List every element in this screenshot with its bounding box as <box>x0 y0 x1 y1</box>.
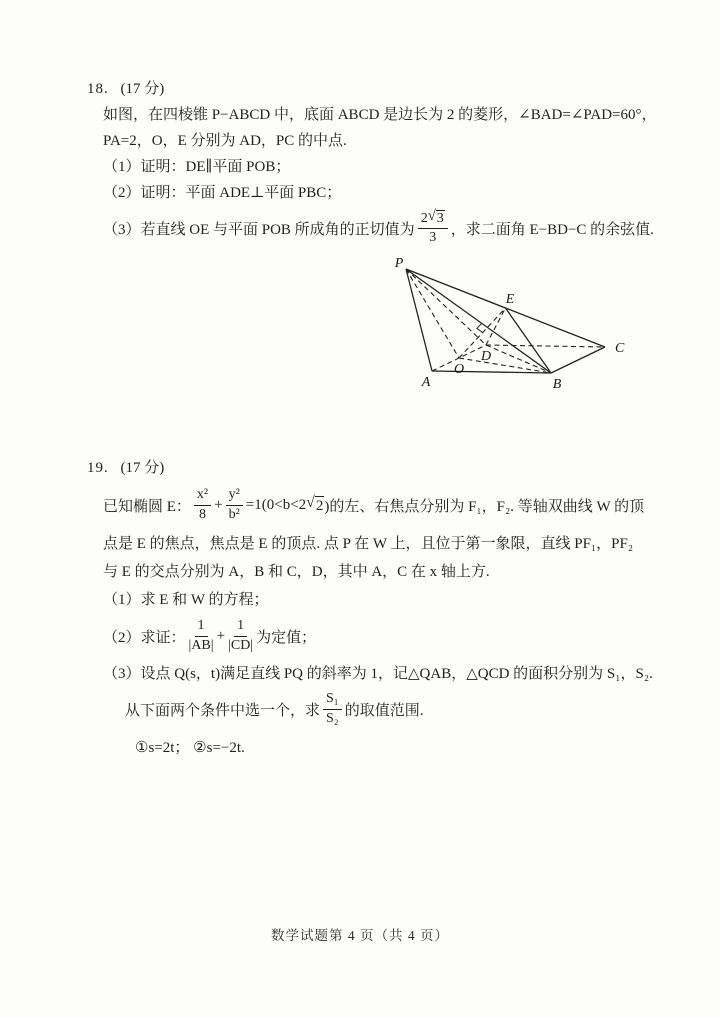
radicand: 3 <box>436 210 444 226</box>
statement-line: PA=2，O，E 分别为 AD，PC 的中点. <box>103 133 347 149</box>
sub-question-3-text: （3）若直线 OE 与平面 POB 所成角的正切值为 <box>103 221 415 238</box>
radical-sign: √ <box>427 207 436 224</box>
fraction-1-over-AB <box>189 618 214 653</box>
fraction-x2-over-8 <box>194 487 211 522</box>
radicand: 2 <box>315 497 324 514</box>
problem-19 <box>87 455 655 761</box>
fraction-S1-over-S2 <box>323 691 342 726</box>
sub-question-3 <box>103 206 655 250</box>
edge-BC <box>551 347 605 373</box>
problem-19-number: 19. <box>87 460 109 476</box>
sub-question-2-text: （2）求证： <box>103 629 186 646</box>
condition-options: ①s=2t； ②s=−2t. <box>135 740 245 756</box>
vertex-label-E: E <box>505 292 515 307</box>
sqrt-3 <box>427 207 445 228</box>
problem-19-body <box>103 481 655 761</box>
fraction-y2-over-b2 <box>226 487 243 522</box>
fraction-denominator: |AB| <box>188 637 214 653</box>
vertex-label-P: P <box>394 256 404 271</box>
fraction-denominator: S₂ <box>326 710 339 726</box>
problem-18-body <box>103 102 655 406</box>
sub-question-2: （2）证明：平面 ADE⊥平面 PBC； <box>103 185 342 201</box>
fraction-denominator: 3 <box>429 230 437 246</box>
problem-18-score: (17 分) <box>120 81 165 97</box>
sub-question-3-continued <box>125 687 655 731</box>
sub-question-2 <box>103 615 655 657</box>
statement-line: 与 E 的交点分别为 A，B 和 C，D，其中 A，C 在 x 轴上方. <box>103 564 490 580</box>
vertex-label-A: A <box>421 375 431 390</box>
sub-question-3-text: 的取值范围. <box>344 702 424 719</box>
vertex-label-D: D <box>480 349 492 364</box>
coefficient: 2 <box>420 211 428 227</box>
problem-18 <box>87 76 655 406</box>
plus-sign: + <box>214 496 223 513</box>
edge-PO-dashed <box>406 269 459 358</box>
problem-19-score: (17 分) <box>120 460 165 476</box>
edge-DC-dashed <box>486 345 605 347</box>
problem-19-header <box>87 455 655 481</box>
pyramid-figure-svg <box>382 254 644 406</box>
sub-question-3-text: ，求二面角 E−BD−C 的余弦值. <box>450 221 654 238</box>
sub-question-3: （3）设点 Q(s，t)满足直线 PQ 的斜率为 1，记△QAB，△QCD 的面积分别为 S₁，S₂. <box>103 666 653 682</box>
sub-question-2-text: 为定值； <box>256 629 317 646</box>
sqrt-2 <box>306 493 324 515</box>
problem-18-number: 18. <box>87 81 109 97</box>
statement-line: 如图，在四棱锥 P−ABCD 中，底面 ABCD 是边长为 2 的菱形，∠BAD=∠PAD=60°， <box>103 107 657 123</box>
vertex-label-B: B <box>552 377 562 392</box>
fraction-numerator: 1 <box>195 618 208 636</box>
page-footer: 数学试题第 4 页（共 4 页） <box>271 928 449 943</box>
edge-OB-dashed <box>459 358 551 373</box>
fraction-denominator: |CD| <box>228 637 254 653</box>
right-angle-mark <box>477 323 483 332</box>
fraction-denominator: b² <box>228 506 240 522</box>
fraction-1-over-CD <box>228 618 253 653</box>
statement-text: )的左、右焦点分别为 F₁，F₂. 等轴双曲线 W 的顶 <box>324 498 645 515</box>
plus-sign: + <box>216 627 226 644</box>
fraction-numerator: 1 <box>234 618 247 636</box>
fraction-numerator: y² <box>226 487 243 505</box>
edge-PB <box>406 269 551 373</box>
edge-AB <box>432 371 551 373</box>
statement-line: 点是 E 的焦点，焦点是 E 的顶点. 点 P 在 W 上，且位于第一象限，直线 PF₁，PF₂ <box>103 536 634 552</box>
fraction-2sqrt3-over-3 <box>418 207 448 247</box>
sub-question-1: （1）证明：DE∥平面 POB； <box>103 159 291 175</box>
sub-question-1: （1）求 E 和 W 的方程； <box>103 592 269 608</box>
fraction-denominator: 8 <box>199 506 207 522</box>
sub-question-3-text: 从下面两个条件中选一个，求 <box>125 702 321 719</box>
statement-text: =1(0<b<2 <box>245 496 307 513</box>
statement-text: 已知椭圆 E： <box>103 498 191 515</box>
figure-pyramid <box>382 254 644 406</box>
fraction-numerator: x² <box>194 487 211 505</box>
fraction-numerator: S₁ <box>323 691 342 709</box>
radical-sign: √ <box>306 493 315 511</box>
statement-line-ellipse-equation <box>103 481 655 529</box>
problem-18-header <box>87 76 655 102</box>
edge-PD-dashed <box>406 269 486 345</box>
fraction-numerator <box>418 207 448 230</box>
vertex-label-O: O <box>453 362 465 377</box>
vertex-label-C: C <box>615 341 625 356</box>
